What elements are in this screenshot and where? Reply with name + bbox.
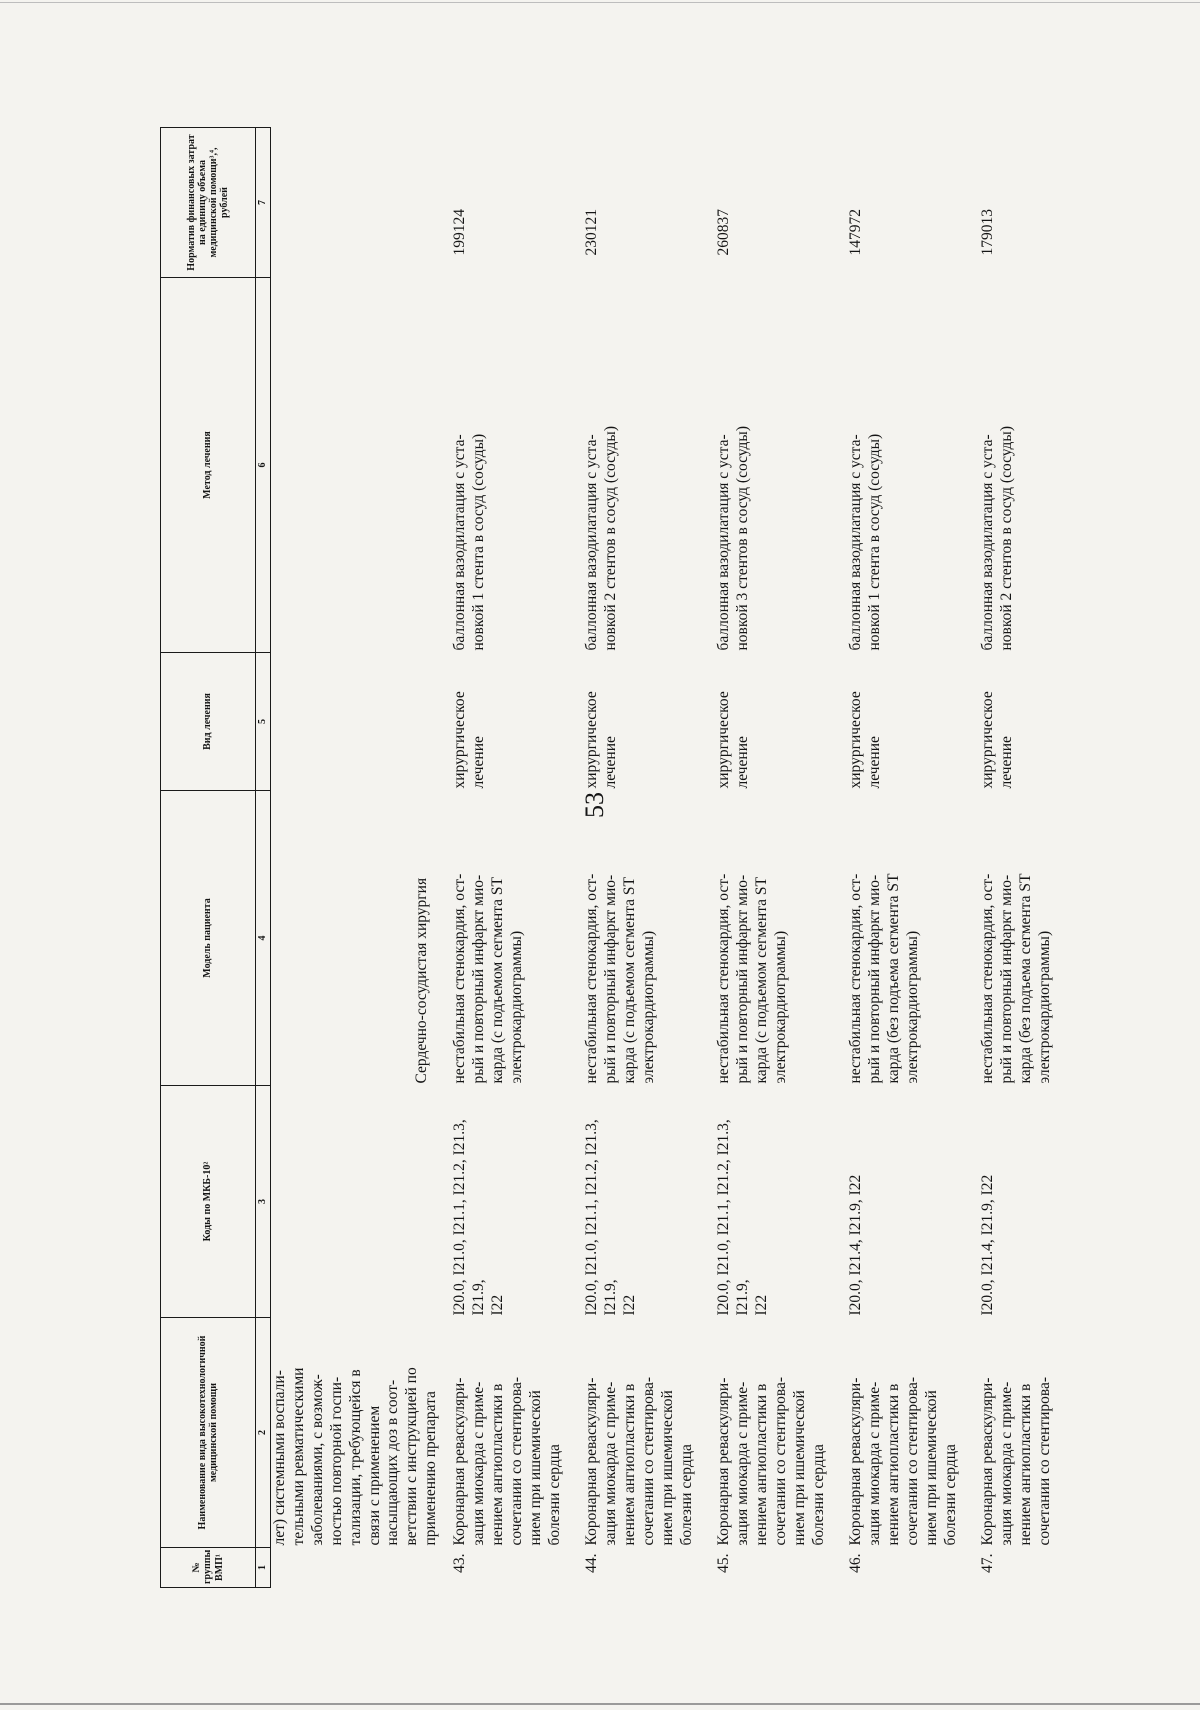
header-vmp-name: Наименование вида высокотехнологичной медицинской помощи [161,1318,256,1548]
column-number: 1 [256,1548,271,1588]
row-patient-model: нестабильная стенокардия, ост- рый и повторный инфаркт мио- карда (с подъемом сегмента ST электрокардиограммы) [715,873,789,1084]
row-number: 47. [979,1553,997,1573]
column-number: 4 [256,791,271,1086]
row-patient-model: нестабильная стенокардия, ост- рый и повторный инфаркт мио- карда (с подъемом сегмента ST электрокардиограммы) [451,873,525,1084]
row-number: 45. [715,1553,733,1573]
row-treatment-type: хирургическое лечение [451,691,488,789]
row-cost-norm: 147972 [847,209,865,256]
column-number: 6 [256,278,271,653]
row-cost-norm: 230121 [583,209,601,256]
row-vmp-name: Коронарная реваскуляри- зация миокарда с приме- нением ангиопластики в сочетании со стентирова- нием при ишемической болезни сердца [715,1376,827,1546]
header-cost-norm: Норматив финансовых затрат на единицу объема медицинской помощи³,⁴, рублей [161,128,256,278]
row-treatment-method: баллонная вазодилатация с уста- новкой 1 стента в сосуд (сосуды) [451,433,488,651]
table-row [847,128,979,1588]
continuation-row [271,128,452,1588]
row-icd-codes: I20.0, I21.4, I21.9, I22 [979,1174,997,1316]
row-vmp-name: Коронарная реваскуляри- зация миокарда с приме- нением ангиопластики в сочетании со стентирова- нием при ишемической болезни сердца [583,1376,695,1546]
column-number: 2 [256,1318,271,1548]
header-treatment-type: Вид лечения [161,653,256,791]
row-treatment-type: хирургическое лечение [847,691,884,789]
scan-edge-top [0,2,1200,3]
column-number: 3 [256,1086,271,1318]
header-row [161,128,256,1588]
row-treatment-type: хирургическое лечение [715,691,752,789]
row-patient-model: нестабильная стенокардия, ост- рый и повторный инфаркт мио- карда (с подъемом сегмента ST электрокардиограммы) [583,873,657,1084]
row-cost-norm: 199124 [451,209,469,256]
table-row [451,128,583,1588]
row-vmp-name: Коронарная реваскуляри- зация миокарда с приме- нением ангиопластики в сочетании со стентирова- [979,1376,1053,1546]
page-number: 53 [580,792,609,818]
column-number: 5 [256,653,271,791]
row-patient-model: нестабильная стенокардия, ост- рый и повторный инфаркт мио- карда (без подъема сегмента ST электрокардиограммы) [847,873,921,1084]
header-icd-codes: Коды по МКБ-10² [161,1086,256,1318]
row-treatment-method: баллонная вазодилатация с уста- новкой 3 стентов в сосуд (сосуды) [715,425,752,651]
row-icd-codes: I20.0, I21.0, I21.1, I21.2, I21.3, I21.9, I22 [583,1119,638,1316]
row-treatment-type: хирургическое лечение [979,691,1016,789]
row-treatment-method: баллонная вазодилатация с уста- новкой 2 стентов в сосуд (сосуды) [583,425,620,651]
scan-edge-bottom [0,1703,1200,1705]
continuation-text: лет) системными воспали- тельными ревматическими заболеваниями, с возмож- ностью повторной госпи- тализации, требующейся в связи с применением насыщающих доз в соот- ветствии с инструкцией по применению препарата [271,1367,440,1546]
table-row [583,128,715,1588]
header-patient-model: Модель пациента [161,791,256,1086]
vmp-table [160,127,1111,1588]
column-number: 7 [256,128,271,278]
header-group-number: № группы ВМП¹ [161,1548,256,1588]
row-treatment-type: хирургическое лечение [583,691,620,789]
row-vmp-name: Коронарная реваскуляри- зация миокарда с приме- нением ангиопластики в сочетании со стентирова- нием при ишемической болезни сердца [847,1376,959,1546]
header-number-row [256,128,271,1588]
header-treatment-method: Метод лечения [161,278,256,653]
row-treatment-method: баллонная вазодилатация с уста- новкой 2 стентов в сосуд (сосуды) [979,425,1016,651]
row-icd-codes: I20.0, I21.0, I21.1, I21.2, I21.3, I21.9, I22 [715,1119,770,1316]
row-icd-codes: I20.0, I21.0, I21.1, I21.2, I21.3, I21.9, I22 [451,1119,506,1316]
section-title: Сердечно-сосудистая хирургия [413,877,431,1084]
row-patient-model: нестабильная стенокардия, ост- рый и повторный инфаркт мио- карда (без подъема сегмента ST электрокардиограммы) [979,873,1053,1084]
row-treatment-method: баллонная вазодилатация с уста- новкой 1 стента в сосуд (сосуды) [847,433,884,651]
row-number: 44. [583,1553,601,1573]
table-row [979,128,1111,1588]
row-icd-codes: I20.0, I21.4, I21.9, I22 [847,1174,865,1316]
row-cost-norm: 260837 [715,209,733,256]
rotated-table-sheet [160,128,1080,1588]
row-number: 43. [451,1553,469,1573]
row-cost-norm: 179013 [979,209,997,256]
row-number: 46. [847,1553,865,1573]
row-vmp-name: Коронарная реваскуляри- зация миокарда с приме- нением ангиопластики в сочетании со стентирова- нием при ишемической болезни сердца [451,1376,563,1546]
table-row [715,128,847,1588]
